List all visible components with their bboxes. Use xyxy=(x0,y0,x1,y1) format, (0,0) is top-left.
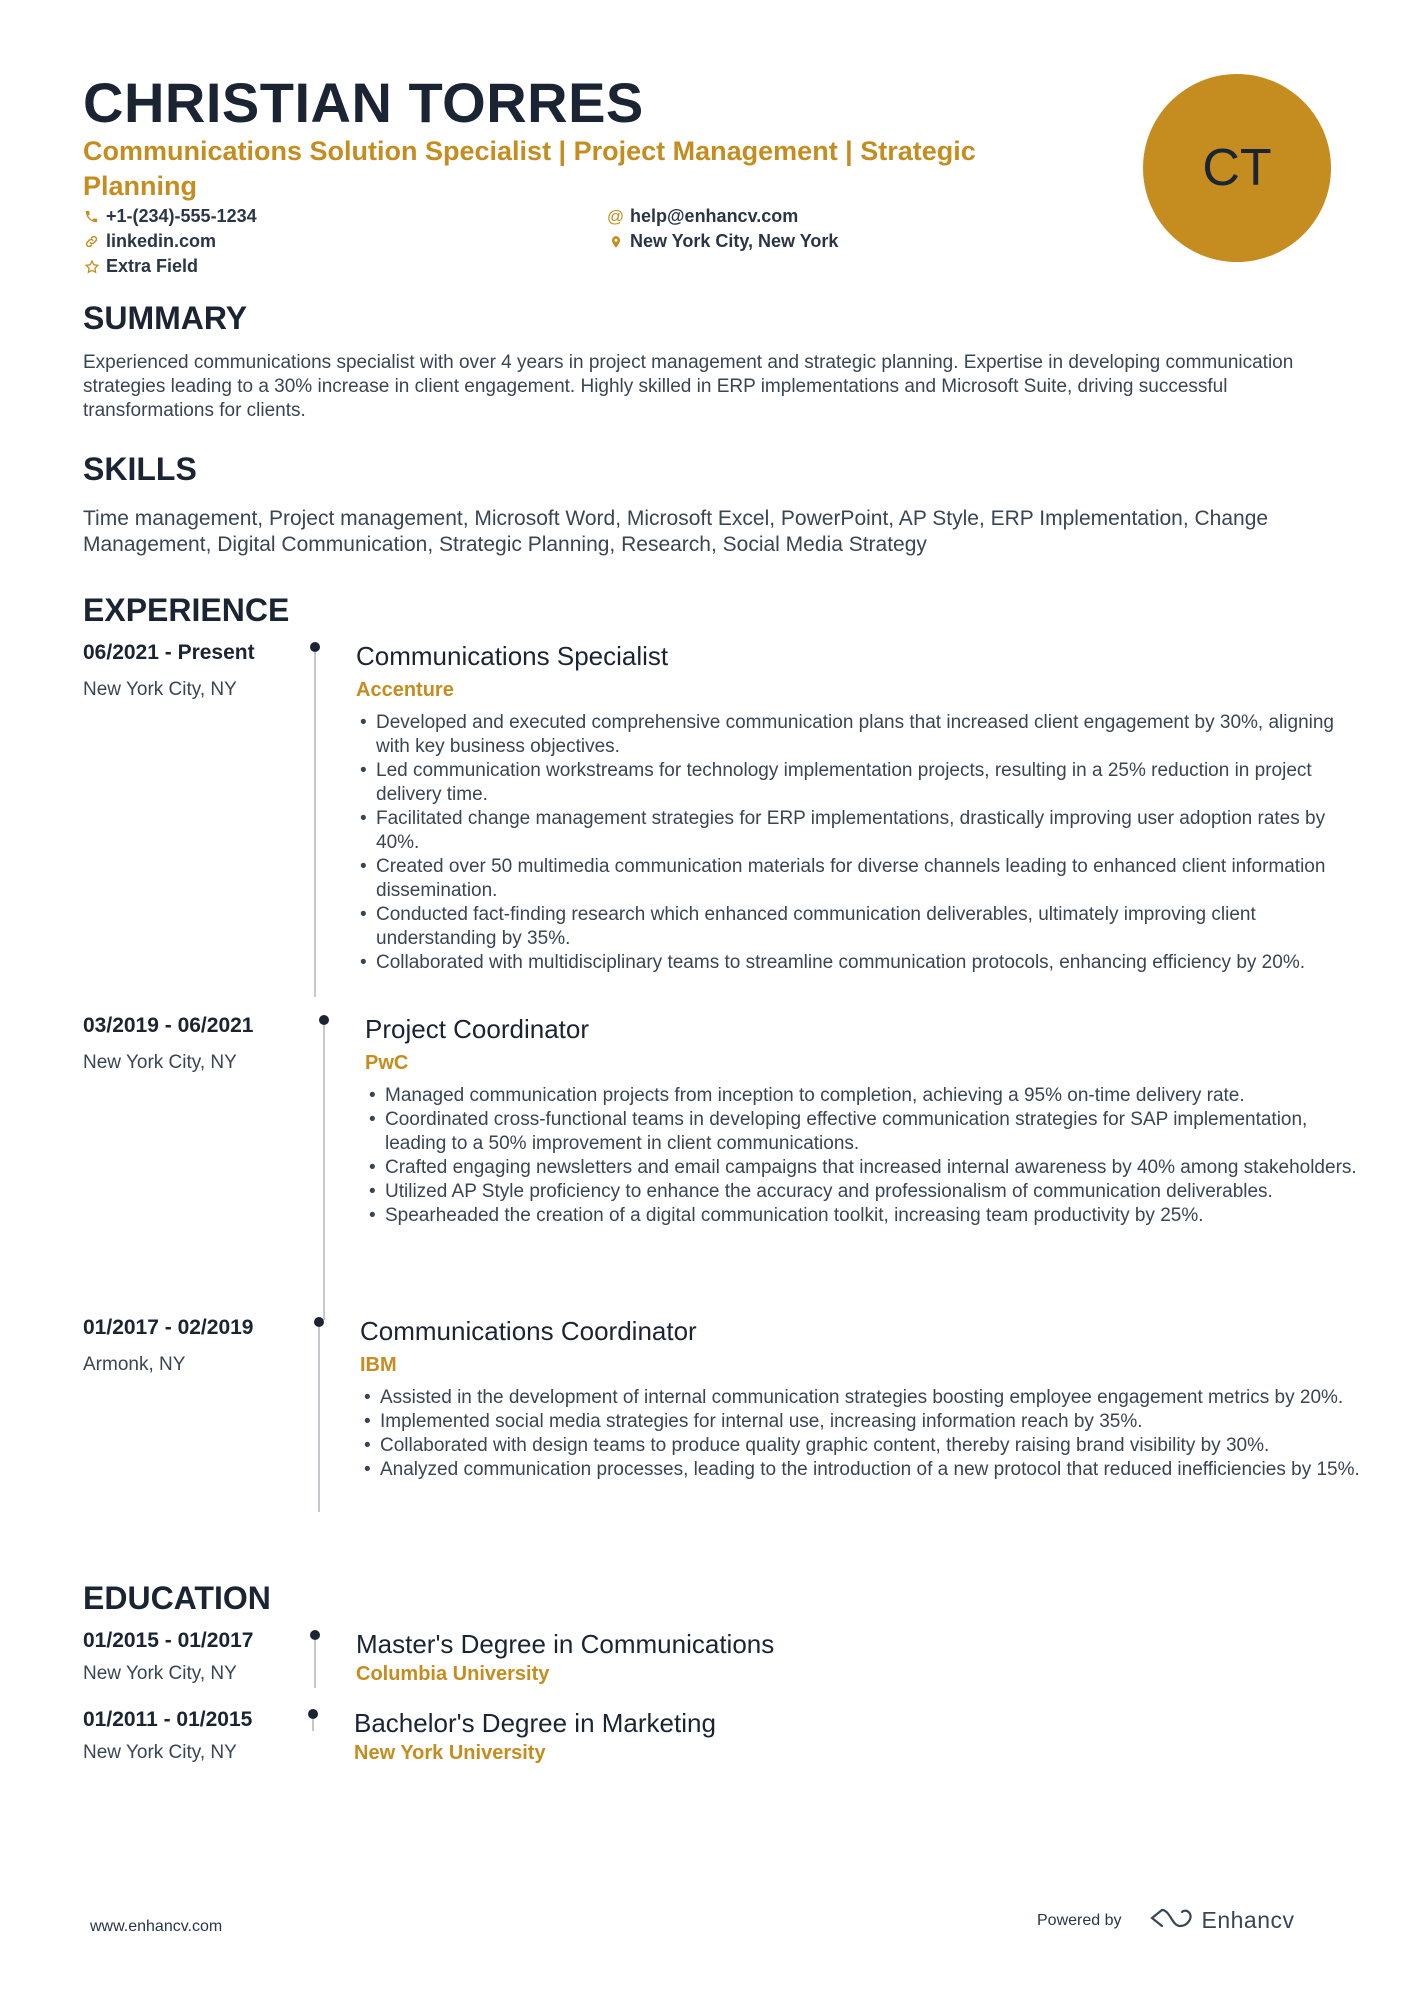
skills-list: Time management, Project management, Microsoft Word, Microsoft Excel, PowerPoint, AP Style, ERP Implementation, Change Management, Digital Communication, Strategic Planning, Research, Social Media Strategy xyxy=(83,507,1269,556)
list-item: • Developed and executed comprehensive communication plans that increased client engagement by 30%, aligning with key business objectives. xyxy=(356,711,1356,759)
job-title: Communications Coordinator xyxy=(360,1316,697,1346)
footer-branding[interactable] xyxy=(1037,1906,1295,1935)
entry-dates: 03/2019 - 06/2021 xyxy=(83,1014,254,1037)
list-item: • Facilitated change management strategies for ERP implementations, drastically improving user adoption rates by 40%. xyxy=(356,807,1356,855)
at-icon: @ xyxy=(606,206,625,226)
footer-website-link[interactable]: www.enhancv.com xyxy=(90,1918,223,1935)
list-item: • Coordinated cross-functional teams in developing effective communication strategies for SAP implementation, leading to a 50% improvement in client communications. xyxy=(365,1108,1365,1156)
timeline-dot xyxy=(308,1709,318,1719)
job-title: Communications Specialist xyxy=(356,641,669,671)
list-item: • Collaborated with design teams to produce quality graphic content, thereby raising brand visibility by 30%. xyxy=(360,1434,1360,1458)
contact-linkedin[interactable]: linkedin.com xyxy=(83,231,216,252)
job-bullets xyxy=(356,711,1356,975)
school-name: New York University xyxy=(354,1742,546,1764)
summary-heading: SUMMARY xyxy=(83,300,248,336)
candidate-name: CHRISTIAN TORRES xyxy=(83,71,644,134)
link-icon xyxy=(83,233,100,250)
company-name: IBM xyxy=(360,1354,397,1376)
timeline-line xyxy=(314,652,316,997)
job-bullets xyxy=(365,1084,1365,1228)
list-item: • Crafted engaging newsletters and email campaigns that increased internal awareness by 40% among stakeholders. xyxy=(365,1156,1365,1180)
entry-location: New York City, NY xyxy=(83,1663,237,1684)
phone-icon xyxy=(83,208,100,225)
entry-dates: 01/2015 - 01/2017 xyxy=(83,1629,254,1652)
list-item: • Implemented social media strategies for internal use, increasing information reach by 35%. xyxy=(360,1410,1360,1434)
timeline-line xyxy=(314,1640,316,1688)
entry-dates: 01/2011 - 01/2015 xyxy=(83,1708,253,1731)
timeline-dot xyxy=(310,1630,320,1640)
avatar: CT xyxy=(1143,74,1331,262)
list-item: • Spearheaded the creation of a digital communication toolkit, increasing team productivity by 25%. xyxy=(365,1204,1365,1228)
list-item: • Managed communication projects from inception to completion, achieving a 95% on-time delivery rate. xyxy=(365,1084,1365,1108)
location-pin-icon xyxy=(607,233,624,250)
degree-title: Master's Degree in Communications xyxy=(356,1629,775,1659)
list-item: • Collaborated with multidisciplinary teams to streamline communication protocols, enhancing efficiency by 20%. xyxy=(356,951,1356,975)
powered-by-label: Powered by xyxy=(1037,1911,1122,1929)
company-name: PwC xyxy=(365,1052,409,1074)
brand-name: Enhancv xyxy=(1201,1907,1295,1933)
contact-phone[interactable]: +1-(234)-555-1234 xyxy=(83,206,257,227)
list-item: • Created over 50 multimedia communication materials for diverse channels leading to enhanced client information dissemination. xyxy=(356,855,1356,903)
summary-text: Experienced communications specialist with over 4 years in project management and strategic planning. Expertise in developing communication strategies leading to a 30% increase in client engagement. Highly skilled in ERP implementations and Microsoft Suite, driving successful transformations for clients. xyxy=(83,352,1294,421)
contact-email[interactable]: @ help@enhancv.com xyxy=(606,206,799,226)
star-icon xyxy=(83,258,100,275)
candidate-headline: Communications Solution Specialist | Project Management | Strategic Planning xyxy=(83,136,976,201)
list-item: • Assisted in the development of internal communication strategies boosting employee engagement metrics by 20%. xyxy=(360,1386,1360,1410)
entry-dates: 06/2021 - Present xyxy=(83,641,255,664)
list-item: • Utilized AP Style proficiency to enhance the accuracy and professionalism of communication deliverables. xyxy=(365,1180,1365,1204)
school-name: Columbia University xyxy=(356,1663,550,1685)
timeline-line xyxy=(318,1327,320,1512)
entry-location: New York City, NY xyxy=(83,1742,237,1763)
degree-title: Bachelor's Degree in Marketing xyxy=(354,1708,716,1738)
contact-location: New York City, New York xyxy=(607,231,838,252)
timeline-line xyxy=(312,1719,314,1731)
job-title: Project Coordinator xyxy=(365,1014,589,1044)
skills-heading: SKILLS xyxy=(83,451,197,487)
timeline-dot xyxy=(319,1015,329,1025)
enhancv-logo-icon xyxy=(1148,1906,1194,1935)
entry-location: New York City, NY xyxy=(83,679,237,700)
entry-location: Armonk, NY xyxy=(83,1354,186,1375)
company-name: Accenture xyxy=(356,679,454,701)
list-item: • Led communication workstreams for technology implementation projects, resulting in a 25% reduction in project delivery time. xyxy=(356,759,1356,807)
job-bullets xyxy=(360,1386,1360,1482)
list-item: • Analyzed communication processes, leading to the introduction of a new protocol that reduced inefficiencies by 15%. xyxy=(360,1458,1360,1482)
entry-dates: 01/2017 - 02/2019 xyxy=(83,1316,254,1339)
timeline-line xyxy=(323,1025,325,1320)
timeline-dot xyxy=(310,642,320,652)
list-item: • Conducted fact-finding research which enhanced communication deliverables, ultimately improving client understanding by 35%. xyxy=(356,903,1356,951)
entry-location: New York City, NY xyxy=(83,1052,237,1073)
experience-heading: EXPERIENCE xyxy=(83,592,290,628)
contact-extra-field: Extra Field xyxy=(83,256,198,277)
timeline-dot xyxy=(314,1317,324,1327)
education-heading: EDUCATION xyxy=(83,1580,271,1616)
